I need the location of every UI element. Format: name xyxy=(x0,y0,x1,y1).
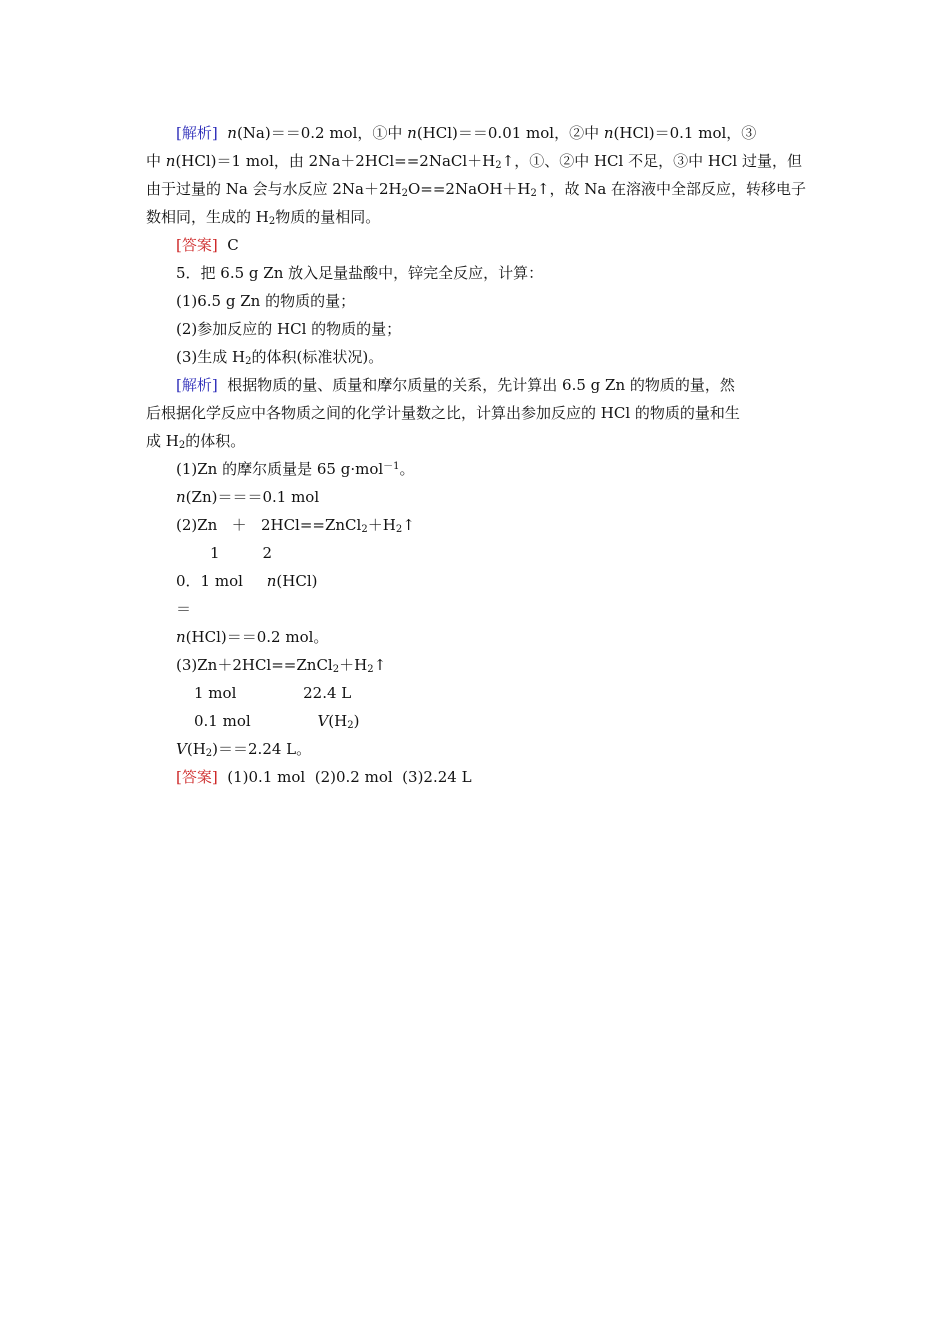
text: (H xyxy=(186,740,206,758)
subscript: 2 xyxy=(245,356,252,367)
subscript: 2 xyxy=(367,664,374,675)
text: 0．1 mol xyxy=(176,572,267,590)
q5-analysis-line-2: 后根据化学反应中各物质之间的化学计量数之比，计算出参加反应的 HCl 的物质的量和生 xyxy=(146,404,740,422)
text: 物质的量相同。 xyxy=(275,208,381,226)
var-n: n xyxy=(227,124,237,142)
text: 数相同，生成的 H xyxy=(146,208,269,226)
q5-answer-line xyxy=(176,765,472,789)
q5-step-5 xyxy=(176,569,317,593)
q5-part-2: (2)参加反应的 HCl 的物质的量； xyxy=(176,320,402,338)
q4-answer-line xyxy=(176,233,239,257)
q5-stem: 5．把 6.5 g Zn 放入足量盐酸中，锌完全反应，计算： xyxy=(176,264,544,282)
text: 由于过量的 Na 会与水反应 2Na＋2H xyxy=(146,180,402,198)
answer-tag: [答案] xyxy=(176,768,218,786)
text: ↑，①、②中 HCl 不足，③中 HCl 过量，但 xyxy=(501,152,802,170)
var-v: V xyxy=(176,740,187,758)
var-n: n xyxy=(176,488,186,506)
text: ＋H xyxy=(339,656,368,674)
subscript: 2 xyxy=(347,720,354,731)
text: ) xyxy=(353,712,360,730)
q5-step-11 xyxy=(176,737,311,761)
var-v: V xyxy=(317,712,329,730)
text: (HCl)＝＝0.2 mol。 xyxy=(185,628,329,646)
var-n: n xyxy=(176,628,186,646)
var-n: n xyxy=(266,572,277,590)
text: (Zn)＝＝＝0.1 mol xyxy=(185,488,320,506)
text: (2)Zn ＋ 2HCl==ZnCl xyxy=(176,516,362,534)
q4-analysis-line-3 xyxy=(146,177,806,201)
q5-step-6: ＝ xyxy=(176,600,192,618)
q4-analysis-line-2 xyxy=(146,149,802,173)
text: (H xyxy=(328,712,348,730)
text: 根据物质的量、质量和摩尔质量的关系，先计算出 6.5 g Zn 的物质的量，然 xyxy=(227,376,735,394)
text: 成 H xyxy=(146,432,179,450)
superscript: －1 xyxy=(383,461,400,472)
text: (HCl)＝0.1 mol，③ xyxy=(613,124,757,142)
text: (HCl)＝1 mol，由 2Na＋2HCl==2NaCl＋H xyxy=(175,152,496,170)
text: 中 xyxy=(146,152,166,170)
text: 。 xyxy=(399,460,415,478)
text: 0.1 mol xyxy=(194,712,318,730)
subscript: 2 xyxy=(495,160,502,171)
subscript: 2 xyxy=(361,524,368,535)
q5-part-1: (1)6.5 g Zn 的物质的量； xyxy=(176,292,356,310)
analysis-tag: [解析] xyxy=(176,376,218,394)
q5-analysis-line-3 xyxy=(146,429,245,453)
q5-step-9: 1 mol 22.4 L xyxy=(194,684,352,702)
subscript: 2 xyxy=(178,440,186,451)
text: (1)Zn 的摩尔质量是 65 g·mol xyxy=(176,460,384,478)
text: ＋H xyxy=(367,516,396,534)
var-n: n xyxy=(165,152,176,170)
answer-text: (1)0.1 mol (2)0.2 mol (3)2.24 L xyxy=(227,768,472,786)
subscript: 2 xyxy=(332,664,340,675)
q5-analysis-line-1 xyxy=(176,373,735,397)
q4-analysis-line-1 xyxy=(176,121,756,145)
text: ↑ xyxy=(373,656,387,674)
text: O==2NaOH＋H xyxy=(407,180,531,198)
text: ↑，故 Na 在溶液中全部反应，转移电子 xyxy=(536,180,807,198)
subscript: 2 xyxy=(401,188,408,199)
analysis-tag: [解析] xyxy=(176,124,218,142)
answer-tag: [答案] xyxy=(176,236,218,254)
subscript: 2 xyxy=(530,188,537,199)
q5-step-7 xyxy=(176,625,328,649)
text: 的体积(标准状况)。 xyxy=(251,348,384,366)
var-n: n xyxy=(603,124,614,142)
q5-step-8 xyxy=(176,653,386,677)
text: )＝＝2.24 L。 xyxy=(212,740,312,758)
text: (HCl)＝＝0.01 mol，②中 xyxy=(416,124,604,142)
text: ↑ xyxy=(402,516,415,534)
text: (HCl) xyxy=(276,572,318,590)
subscript: 2 xyxy=(205,748,213,759)
q5-step-4: 1 2 xyxy=(210,544,272,562)
var-n: n xyxy=(407,124,417,142)
q5-step-10 xyxy=(194,709,359,733)
q5-step-2 xyxy=(176,485,319,509)
text: 的体积。 xyxy=(185,432,246,450)
text: (3)生成 H xyxy=(176,348,246,366)
q5-step-3 xyxy=(176,513,415,537)
text: (3)Zn＋2HCl==ZnCl xyxy=(176,656,333,674)
q5-step-1 xyxy=(176,457,415,481)
q4-analysis-line-4 xyxy=(146,205,380,229)
subscript: 2 xyxy=(395,524,403,535)
q5-part-3 xyxy=(176,345,383,369)
answer-text: C xyxy=(227,236,239,254)
text: (Na)＝＝0.2 mol，①中 xyxy=(236,124,408,142)
subscript: 2 xyxy=(268,216,276,227)
